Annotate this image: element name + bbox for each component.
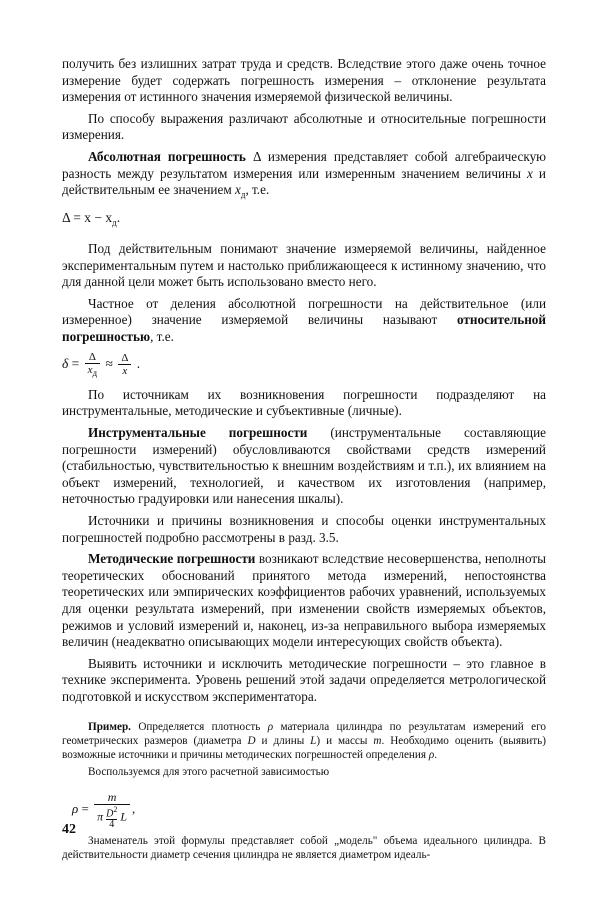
paragraph-instrumental-ref: Источники и причины возникновения и способы оценки инструментальных погрешностей подробно рассмотрены в разд. 3.5. (62, 512, 546, 545)
text-segment: возникают вследствие несовершенства, неполноты теоретических обоснований принятого метода измерений, непостоянства теоретических или эмпирических коэффициентов рабочих уравнений, используемых для оценки результата измерений, при изменении свойств измеряемых объектов, режимов и условий измерений и, наконец, из-за неправильного выбора измеряемых величин (неадекватно описывающих модели интересующих свойств объекта). (62, 551, 546, 650)
var-m: m (373, 734, 382, 747)
superscript-2: 2 (113, 804, 118, 814)
text-segment: измерения представляет собой алгебраическую разность между результатом измерения или измеренным значением величины (62, 148, 547, 181)
text-segment: . (434, 749, 438, 762)
numerator-d2 (106, 805, 117, 819)
formula-abs-text: Δ = x − x (62, 210, 113, 226)
formula-absolute-error (62, 208, 546, 233)
formula-period: . (136, 355, 141, 371)
numerator: Δ (88, 350, 96, 363)
formula-period: . (116, 210, 121, 226)
var-L: L (310, 734, 317, 747)
fraction-delta-over-x (118, 352, 131, 377)
example-formula-intro: Воспользуемся для этого расчетной зависимостью (88, 766, 330, 779)
var-x: x (87, 363, 93, 376)
text-segment: . Необходимо оценить (выявить) возможные источники и причины методических погрешностей определения (62, 734, 546, 762)
paragraph-intro: получить без излишних затрат труда и средств. Вследствие этого даже очень точное измерение будет содержать погрешность измерения – отклонение результата измерения от истинного значения измеряемой физической величины. (62, 56, 546, 105)
delta-symbol: Δ (253, 148, 261, 164)
paragraph-methodical (62, 551, 546, 651)
paragraph-actual-value: Под действительным понимают значение измеряемой величины, найденное экспериментальным путем и настолько приближающееся к истинному значению, что для данной цели может быть использовано вместо него. (62, 241, 546, 290)
var-x: x (234, 182, 241, 198)
term-instrumental: Инструментальные погрешности (88, 425, 308, 441)
numerator-m: m (107, 789, 117, 804)
denominator-volume (94, 804, 130, 830)
formula-equals: = (71, 355, 80, 371)
denominator (85, 363, 100, 379)
var-rho: ρ (428, 749, 435, 762)
term-relative-error: относительной погрешностью (62, 312, 546, 345)
paragraph-sources: По источникам их возникновения погрешности подразделяют на инструментальные, методические и субъективные (личные). (62, 386, 546, 419)
var-pi: π (97, 809, 104, 824)
subscript-d: д (240, 189, 246, 200)
example-paragraph (62, 720, 546, 763)
text-segment: , т.е. (245, 182, 270, 198)
paragraph-instrumental (62, 425, 546, 508)
text-segment: и действительным ее значением (62, 165, 546, 198)
paragraph-identify: Выявить источники и исключить методические погрешности – это главное в технике эксперимента. Уровень решений этой задачи определяется метрологической подготовкой и искусством экспериментатора. (62, 655, 546, 704)
fraction-density (94, 790, 130, 830)
term-methodical: Методические погрешности (88, 551, 256, 567)
var-L: L (120, 809, 128, 824)
subscript-d: д (92, 367, 98, 378)
text-segment: (инструментальные составляющие погрешности измерений) обусловливаются свойствами средств измерений (стабильностью, чувствительностью к внешним воздействиям и т.п.), их влиянием на объект измерений, технологией, и качеством их изготовления (например, неточностью градуировки или нанесения шкалы). (62, 425, 546, 507)
text-segment: ) и массы (316, 734, 374, 747)
page-body (62, 56, 546, 866)
formula-relative-error (62, 351, 546, 379)
example-denominator-note: Знаменатель этой формулы представляет собой „модель" объема идеального цилиндра. В действительности диаметр сечения цилиндра не является диаметром идеаль- (62, 835, 546, 862)
text-segment: Определяется плотность (130, 720, 268, 733)
fraction-delta-over-xd (85, 351, 100, 379)
term-absolute-error: Абсолютная погрешность (88, 148, 246, 164)
var-rho: ρ (267, 720, 274, 733)
text-segment: , т.е. (150, 329, 174, 345)
text-segment: Частное от деления абсолютной погрешности на действительное (или измеренное) значение измеряемой величины называют (62, 295, 546, 328)
fraction-d2-over-4 (106, 805, 117, 830)
var-D: D (106, 808, 114, 820)
var-D: D (247, 734, 256, 747)
page-number: 42 (62, 822, 76, 837)
numerator: Δ (121, 352, 129, 365)
paragraph-absolute-error (62, 149, 546, 203)
denominator: x (118, 364, 131, 377)
formula-equals: = (81, 800, 89, 816)
paragraph-relative-error (62, 296, 546, 346)
term-example: Пример. (88, 720, 131, 733)
text-segment: материала цилиндра по результатам измерений его геометрических размеров (диаметра (62, 720, 546, 747)
subscript-d: д (112, 218, 117, 229)
var-x: x (527, 165, 533, 181)
text-segment: и длины (255, 734, 311, 747)
var-rho: ρ (72, 800, 79, 816)
formula-approx: ≈ (105, 355, 113, 371)
formula-density (72, 790, 546, 830)
var-delta: δ (62, 355, 69, 371)
formula-comma: , (132, 800, 136, 816)
paragraph-error-types: По способу выражения различают абсолютные и относительные погрешности измерения. (62, 110, 546, 143)
denominator-4: 4 (106, 819, 117, 830)
